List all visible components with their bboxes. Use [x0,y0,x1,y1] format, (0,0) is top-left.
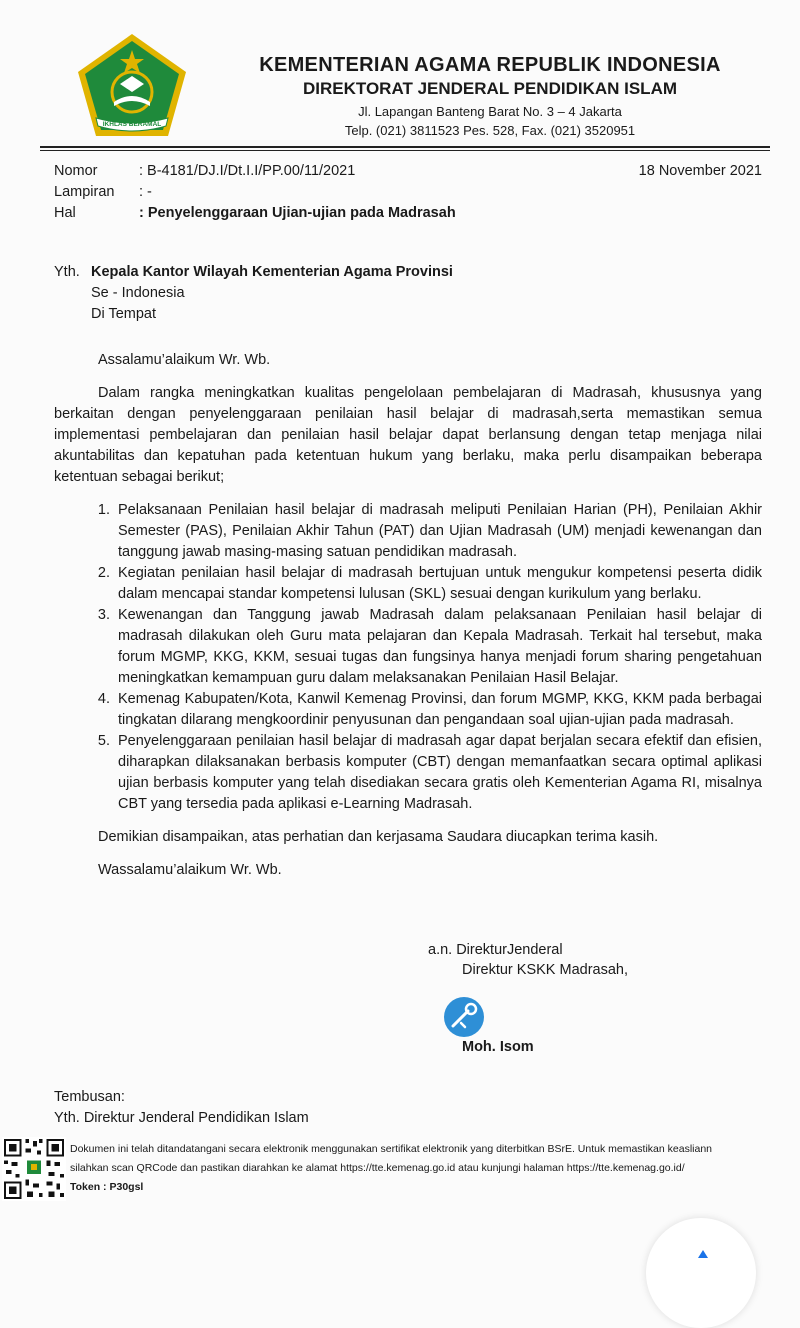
list-item: 1. Pelaksanaan Penilaian hasil belajar di madrasah meliputi Penilaian Harian (PH), Penilaian Akhir Semester (PAS), Penilaian Akhir Tahun (PAT) dan Ujian Madrasah (UM) menjadi kewenangan dan tanggung jawab masing-masing satuan pendidikan madrasah. [97,502,762,560]
header-rule-thin [40,150,770,151]
yth-label: Yth. [54,264,80,280]
recipient-title: Kepala Kantor Wilayah Kementerian Agama Provinsi [91,264,453,280]
hal-value: : Penyelenggaraan Ujian-ujian pada Madrasah [139,205,456,221]
nomor-label: Nomor [54,163,98,179]
list-item: 3. Kewenangan dan Tanggung jawab Madrasah dalam pelaksanaan Penilaian hasil belajar di madrasah dilakukan oleh Guru mata pelajaran dan Kepala Madrasah. Terkait hal tersebut, maka forum MGMP, KKG, KKM, sesuai tugas dan fungsinya hanya menjadi forum sharing pengetahuan meningkatkan kemampuan guru dalam melaksanakan Penilaian Hasil Belajar. [97,607,762,686]
token: Token : P30gsl [70,1181,144,1193]
carbon-copy [54,1087,309,1129]
farewell: Wassalamu’alaikum Wr. Wb. [98,862,282,878]
qr-code-icon [2,1136,66,1202]
signature-block [428,940,628,980]
e-signature-notice [70,1140,800,1197]
notice-line1: Dokumen ini telah ditandatangani secara elektronik menggunakan sertifikat elektronik yang diterbitkan BSrE. Untuk memastikan keasliann [70,1143,713,1155]
recipient [54,262,453,325]
notice-line2: silahkan scan QRCode dan pastikan diarahkan ke alamat https://tte.kemenag.go.id atau kunjungi halaman https://tte.kemenag.go.id/ [70,1162,685,1174]
list-item: 2. Kegiatan penilaian hasil belajar di madrasah bertujuan untuk mengukur kompetensi peserta didik dalam mencapai standar kompetensi lulusan (SKL) sesuai dengan kurikulum yang berlaku. [97,565,762,602]
ministry-name: KEMENTERIAN AGAMA REPUBLIK INDONESIA [259,54,721,76]
signer-position: Direktur KSKK Madrasah, [462,962,629,978]
letter-body [54,350,762,881]
directorate-name: DIREKTORAT JENDERAL PENDIDIKAN ISLAM [302,79,678,98]
provisions-list [54,500,762,815]
hal-label: Hal [54,205,76,221]
e-signature-icon [443,996,485,1038]
kemenag-logo-icon [72,32,192,140]
recipient-line3: Di Tempat [91,306,157,322]
letter-meta [54,161,456,224]
arrow-icon [696,1248,710,1262]
address: Jl. Lapangan Banteng Barat No. 3 – 4 Jakarta [358,104,622,119]
cc-label: Tembusan: [54,1089,125,1105]
closing-paragraph: Demikian disampaikan, atas perhatian dan kerjasama Saudara diucapkan terima kasih. [98,829,659,845]
contact: Telp. (021) 3811523 Pes. 528, Fax. (021) 3520951 [344,123,636,138]
header-rule-thick [40,146,770,148]
list-item: 5. Penyelenggaraan penilaian hasil belajar di madrasah agar dapat berjalan secara efektif dan efisien, diharapkan dilaksanakan berbasis komputer (CBT) dengan memanfaatkan secara optimal aplikasi ujian berbasis komputer yang telah disediakan secara gratis oleh Kementerian Agama RI, misalnya CBT yang tersedia pada aplikasi e-Learning Madrasah. [97,733,762,812]
list-item: 4. Kemenag Kabupaten/Kota, Kanwil Kemenag Provinsi, dan forum MGMP, KKG, KKM pada berbagai tingkatan dilarang mengkoordinir penyusunan dan pengandaan soal ujian-ujian pada madrasah. [97,691,762,728]
recipient-line2: Se - Indonesia [91,285,185,301]
letter-date: 18 November 2021 [638,163,762,179]
cc-line: Yth. Direktur Jenderal Pendidikan Islam [54,1110,309,1126]
on-behalf-of: a.n. DirekturJenderal [428,942,563,958]
svg-text:IKHLAS BERAMAL: IKHLAS BERAMAL [102,121,162,128]
nomor-value: : B-4181/DJ.I/Dt.I.I/PP.00/11/2021 [139,163,356,179]
lampiran-value: : - [139,184,152,200]
greeting: Assalamu’alaikum Wr. Wb. [98,352,271,368]
intro-paragraph: Dalam rangka meningkatkan kualitas pengelolaan pembelajaran di Madrasah, khususnya yang berkaitan dengan penyelenggaraan penilaian hasil belajar di madrasah,serta memastikan semua implementasi pembelajaran dan penilaian hasil belajar dapat berlansung dengan tetap menjaga nilai akuntabilitas dan kepatuhan pada ketentuan hukum yang berlaku, maka perlu disampaikan beberapa ketentuan sebagai berikut; [54,385,762,485]
signer-name: Moh. Isom [462,1039,534,1055]
floating-action-button[interactable] [646,1218,756,1328]
lampiran-label: Lampiran [54,184,115,200]
letterhead [230,52,750,140]
